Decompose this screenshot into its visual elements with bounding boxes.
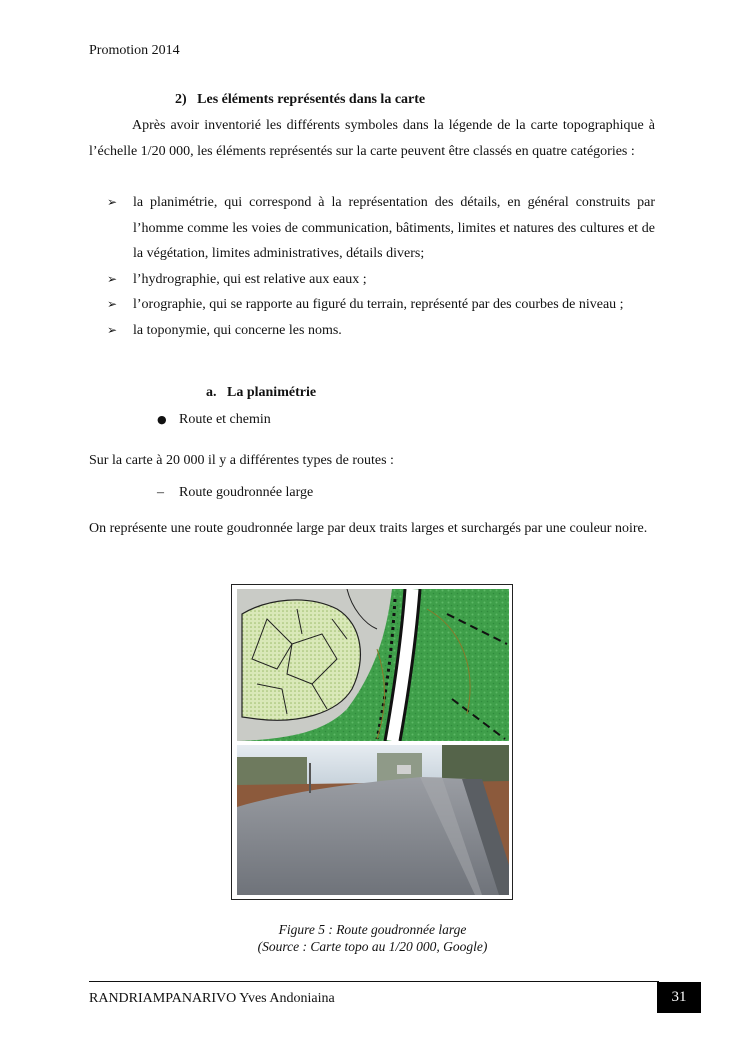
dot-bullet-icon: ● — [157, 413, 167, 426]
dash-item-text: Route goudronnée large — [179, 485, 314, 500]
running-header: Promotion 2014 — [89, 43, 180, 58]
list-item — [107, 292, 655, 318]
list-item — [107, 267, 655, 293]
list-item-text: l’orographie, qui se rapporte au figuré du terrain, représenté par des courbes de niveau ; — [133, 297, 624, 312]
dash-list-item — [157, 485, 313, 501]
road-photo-image — [237, 745, 509, 895]
category-list — [107, 190, 655, 343]
footer-author: RANDRIAMPANARIVO Yves Andoniaina — [89, 991, 335, 1006]
arrow-bullet-icon: ➢ — [107, 322, 118, 337]
section-title: 2) Les éléments représentés dans la carte — [175, 92, 426, 107]
list-item-text: la planimétrie, qui correspond à la représentation des détails, en général construits par l’homme comme les voies de communication, bâtiments, limites et natures des cultures et de la végétation, limites administratives, détails divers; — [133, 195, 655, 261]
topographic-map-image — [237, 589, 509, 741]
dash-bullet-icon: – — [157, 485, 164, 500]
list-item — [107, 190, 655, 267]
arrow-bullet-icon: ➢ — [107, 271, 118, 286]
route-description: On représente une route goudronnée large par deux traits larges et surchargés par une couleur noire. — [89, 521, 648, 536]
subsection-title: a. La planimétrie — [206, 385, 317, 400]
intro-paragraph: Après avoir inventorié les différents symboles dans la légende de la carte topographique à l’échelle 1/20 000, les éléments représentés sur la carte peuvent être classés en quatre catégories : — [89, 118, 655, 159]
footer-divider — [89, 981, 659, 982]
dot-item-text: Route et chemin — [179, 412, 271, 427]
list-item-text: la toponymie, qui concerne les noms. — [133, 322, 342, 338]
figure-frame — [231, 584, 513, 900]
arrow-bullet-icon: ➢ — [107, 195, 118, 209]
list-item — [107, 318, 655, 344]
list-item-text: l’hydrographie, qui est relative aux eaux ; — [133, 271, 367, 287]
figure-source: (Source : Carte topo au 1/20 000, Google) — [257, 939, 488, 954]
dot-list-item — [157, 412, 271, 428]
arrow-bullet-icon: ➢ — [107, 297, 118, 311]
figure-caption: Figure 5 : Route goudronnée large — [278, 922, 467, 937]
page-number: 31 — [657, 982, 701, 1013]
routes-intro: Sur la carte à 20 000 il y a différentes types de routes : — [89, 453, 394, 468]
